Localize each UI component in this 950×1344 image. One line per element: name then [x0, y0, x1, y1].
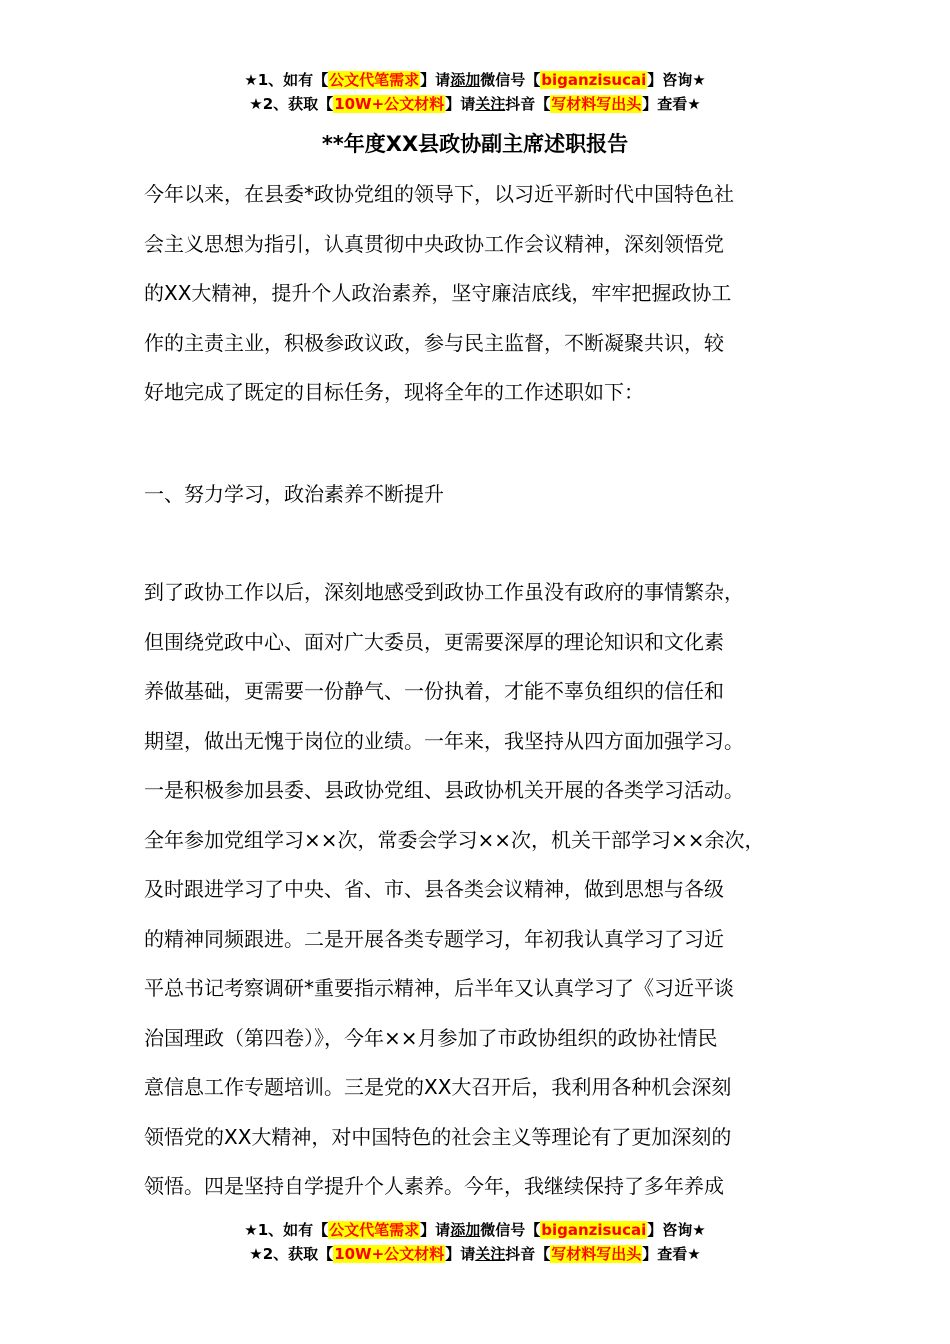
banner-highlight: 10W+公文材料: [334, 95, 445, 113]
banner-highlight: biganzisucai: [541, 71, 647, 89]
banner-text: 】查看★: [642, 95, 701, 113]
banner-text: 微信号【: [480, 1221, 541, 1239]
section-heading: 一、努力学习，政治素养不断提升: [144, 482, 444, 506]
text-line: 好地完成了既定的目标任务，现将全年的工作述职如下：: [144, 380, 644, 404]
banner-highlight: 写材料写出头: [551, 1245, 642, 1263]
banner-highlight: 公文代笔需求: [329, 1221, 420, 1239]
text-line: 的XX大精神，提升个人政治素养，坚守廉洁底线，牢牢把握政协工: [144, 281, 732, 305]
text-line: 领悟党的XX大精神，对中国特色的社会主义等理论有了更加深刻的: [144, 1124, 732, 1149]
banner-text: 】查看★: [642, 1245, 701, 1263]
banner-highlight: 写材料写出头: [551, 95, 642, 113]
body-paragraph: [144, 568, 834, 1212]
text-line: 意信息工作专题培训。三是党的XX大召开后，我利用各种机会深刻: [144, 1075, 732, 1099]
banner-text: 微信号【: [480, 71, 541, 89]
banner-text: ★2、获取【: [249, 1245, 334, 1263]
text-line: 治国理政（第四卷）》，今年××月参加了市政协组织的政协社情民: [144, 1025, 718, 1050]
banner-underline: 添加: [450, 1221, 481, 1239]
text-line: 到了政协工作以后，深刻地感受到政协工作虽没有政府的事情繁杂，: [144, 580, 744, 604]
text-line: 作的主责主业，积极参政议政，参与民主监督，不断凝聚共识，较: [144, 330, 724, 355]
text-line: 一是积极参加县委、县政协党组、县政协机关开展的各类学习活动。: [144, 778, 744, 802]
banner-text: 】请: [445, 95, 476, 113]
text-line: 全年参加党组学习××次，常委会学习××次，机关干部学习××余次，: [144, 827, 765, 852]
text-line: 期望，做出无愧于岗位的业绩。一年来，我坚持从四方面加强学习。: [144, 728, 744, 753]
banner-highlight: 公文代笔需求: [329, 71, 420, 89]
document-title: **年度XX县政协副主席述职报告: [321, 132, 629, 156]
intro-paragraph: [144, 170, 834, 418]
banner-highlight: 10W+公文材料: [334, 1245, 445, 1263]
banner-text: 】请: [445, 1245, 476, 1263]
banner-line-2: [0, 92, 950, 116]
text-line: 今年以来，在县委*政协党组的领导下，以习近平新时代中国特色社: [144, 182, 734, 206]
banner-text: 抖音【: [505, 1245, 551, 1263]
text-line: 的精神同频跟进。二是开展各类专题学习，年初我认真学习了习近: [144, 926, 724, 951]
footer-banner: [0, 1218, 950, 1266]
banner-text: ★2、获取【: [249, 95, 334, 113]
banner-text: ★1、如有【: [244, 1221, 329, 1239]
banner-text: 抖音【: [505, 95, 551, 113]
banner-text: 】请: [420, 71, 451, 89]
banner-underline: 关注: [475, 95, 506, 113]
banner-text: 】咨询★: [647, 1221, 706, 1239]
banner-underline: 添加: [450, 71, 481, 89]
banner-text: 】请: [420, 1221, 451, 1239]
banner-highlight: biganzisucai: [541, 1221, 647, 1239]
banner-text: 】咨询★: [647, 71, 706, 89]
header-banner: [0, 68, 950, 116]
banner-line-1: [0, 1218, 950, 1242]
banner-line-1: [0, 68, 950, 92]
text-line: 但围绕党政中心、面对广大委员，更需要深厚的理论知识和文化素: [144, 629, 724, 654]
text-line: 领悟。四是坚持自学提升个人素养。今年，我继续保持了多年养成: [144, 1174, 724, 1198]
banner-line-2: [0, 1242, 950, 1266]
banner-text: ★1、如有【: [244, 71, 329, 89]
text-line: 会主义思想为指引，认真贯彻中央政协工作会议精神，深刻领悟党: [144, 231, 724, 256]
banner-underline: 关注: [475, 1245, 506, 1263]
text-line: 养做基础，更需要一份静气、一份执着，才能不辜负组织的信任和: [144, 679, 724, 703]
text-line: 及时跟进学习了中央、省、市、县各类会议精神，做到思想与各级: [144, 877, 724, 901]
text-line: 平总书记考察调研*重要指示精神，后半年又认真学习了《习近平谈: [144, 976, 734, 1000]
